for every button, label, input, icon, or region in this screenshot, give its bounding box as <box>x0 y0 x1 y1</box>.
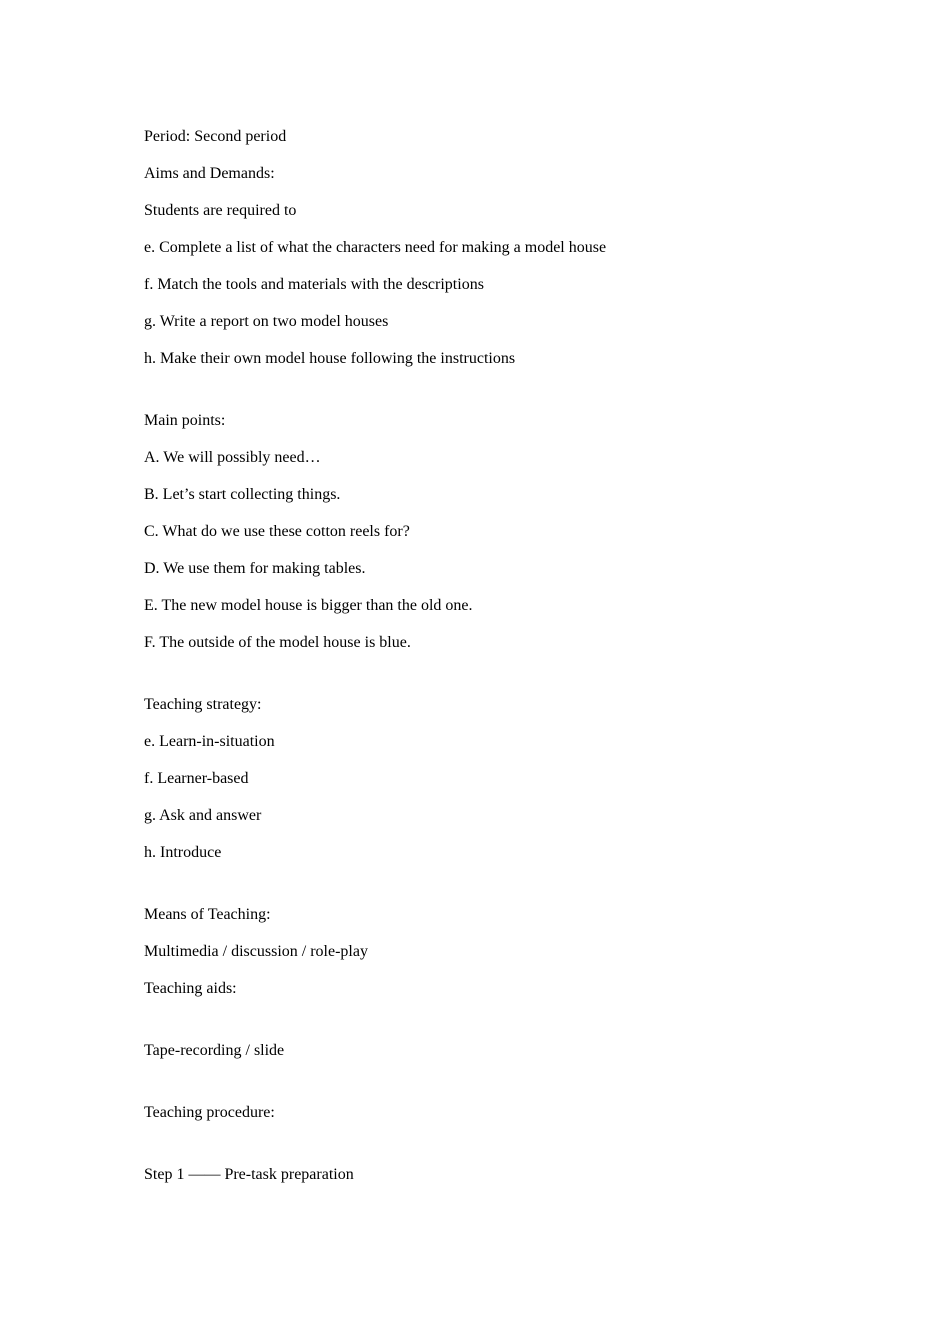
means-heading: Means of Teaching: <box>144 906 271 923</box>
strategy-item: g. Ask and answer <box>144 807 262 824</box>
strategy-item: f. Learner-based <box>144 770 249 787</box>
aim-item: e. Complete a list of what the characters need for making a model house <box>144 239 607 256</box>
procedure-heading: Teaching procedure: <box>144 1104 275 1121</box>
strategy-item: h. Introduce <box>144 844 222 861</box>
aids-heading: Teaching aids: <box>144 980 237 997</box>
main-point-item: B. Let’s start collecting things. <box>144 486 341 503</box>
period-line: Period: Second period <box>144 128 287 145</box>
aim-item: h. Make their own model house following the instructions <box>144 350 516 367</box>
main-point-item: F. The outside of the model house is blue. <box>144 634 411 651</box>
main-point-item: E. The new model house is bigger than the old one. <box>144 597 473 614</box>
main-point-item: D. We use them for making tables. <box>144 560 366 577</box>
aim-item: g. Write a report on two model houses <box>144 313 389 330</box>
strategy-heading: Teaching strategy: <box>144 696 262 713</box>
aims-intro: Students are required to <box>144 202 297 219</box>
aims-heading: Aims and Demands: <box>144 165 275 182</box>
means-text: Multimedia / discussion / role-play <box>144 943 368 960</box>
aids-text: Tape-recording / slide <box>144 1042 285 1059</box>
main-point-item: A. We will possibly need… <box>144 449 321 466</box>
aim-item: f. Match the tools and materials with the descriptions <box>144 276 484 293</box>
main-point-item: C. What do we use these cotton reels for? <box>144 523 410 540</box>
main-points-heading: Main points: <box>144 412 226 429</box>
step-1-heading: Step 1 —— Pre-task preparation <box>144 1166 354 1183</box>
strategy-item: e. Learn-in-situation <box>144 733 275 750</box>
